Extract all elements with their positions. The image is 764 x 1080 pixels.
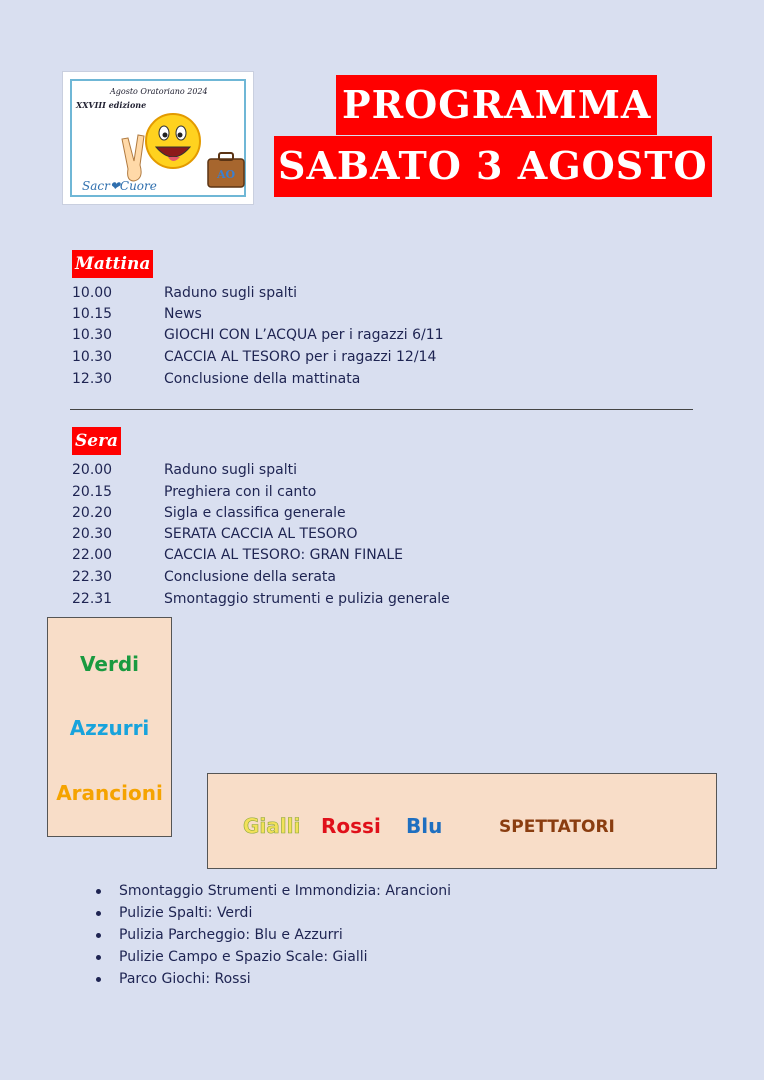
- assignments-list: [95, 880, 451, 990]
- list-item: Pulizie Campo e Spazio Scale: Gialli: [95, 946, 451, 968]
- team-blu: Blu: [406, 814, 443, 838]
- schedule-time: 20.30: [72, 526, 113, 542]
- logo-edition: XXVIII edizione: [76, 100, 147, 110]
- schedule-description: CACCIA AL TESORO: GRAN FINALE: [164, 547, 403, 563]
- list-item: Pulizie Spalti: Verdi: [95, 902, 451, 924]
- team-spettatori: SPETTATORI: [499, 817, 615, 837]
- schedule-description: Raduno sugli spalti: [164, 462, 297, 478]
- schedule-time: 22.00: [72, 547, 113, 563]
- evening-section-label: Sera: [72, 427, 121, 455]
- list-item: Parco Giochi: Rossi: [95, 968, 451, 990]
- schedule-description: Preghiera con il canto: [164, 484, 317, 500]
- schedule-time: 20.00: [72, 462, 113, 478]
- schedule-time: 12.30: [72, 371, 113, 387]
- list-item: Smontaggio Strumenti e Immondizia: Arancioni: [95, 880, 451, 902]
- logo-frame: [70, 79, 246, 197]
- schedule-time: 20.20: [72, 505, 113, 521]
- page-title: PROGRAMMA: [336, 75, 657, 135]
- schedule-description: Smontaggio strumenti e pulizia generale: [164, 591, 450, 607]
- schedule-time: 10.15: [72, 306, 113, 322]
- schedule-description: SERATA CACCIA AL TESORO: [164, 526, 358, 542]
- page-subtitle-date: SABATO 3 AGOSTO: [274, 136, 712, 197]
- team-azzurri: Azzurri: [69, 716, 150, 740]
- schedule-description: CACCIA AL TESORO per i ragazzi 12/14: [164, 349, 437, 365]
- team-verdi: Verdi: [80, 652, 139, 676]
- team-arancioni: Arancioni: [56, 781, 163, 805]
- schedule-time: 20.15: [72, 484, 113, 500]
- schedule-description: Sigla e classifica generale: [164, 505, 346, 521]
- schedule-time: 22.31: [72, 591, 113, 607]
- logo-badge: AO: [216, 168, 236, 181]
- schedule-description: GIOCHI CON L’ACQUA per i ragazzi 6/11: [164, 327, 444, 343]
- morning-section-label: Mattina: [72, 250, 153, 278]
- section-divider: [70, 409, 693, 410]
- schedule-time: 22.30: [72, 569, 113, 585]
- schedule-time: 10.00: [72, 285, 113, 301]
- schedule-time: 10.30: [72, 349, 113, 365]
- logo-brand: Sacr❤Cuore: [82, 179, 157, 193]
- team-rossi: Rossi: [321, 814, 381, 838]
- schedule-time: 10.30: [72, 327, 113, 343]
- schedule-description: Conclusione della serata: [164, 569, 336, 585]
- logo-event-name: Agosto Oratoriano 2024: [110, 87, 208, 96]
- teams-box-bottom: [207, 773, 717, 869]
- schedule-description: Conclusione della mattinata: [164, 371, 361, 387]
- team-gialli: Gialli: [243, 814, 301, 838]
- schedule-description: News: [164, 306, 202, 322]
- teams-box-left: [47, 617, 172, 837]
- schedule-description: Raduno sugli spalti: [164, 285, 297, 301]
- event-logo: [62, 71, 254, 205]
- list-item: Pulizia Parcheggio: Blu e Azzurri: [95, 924, 451, 946]
